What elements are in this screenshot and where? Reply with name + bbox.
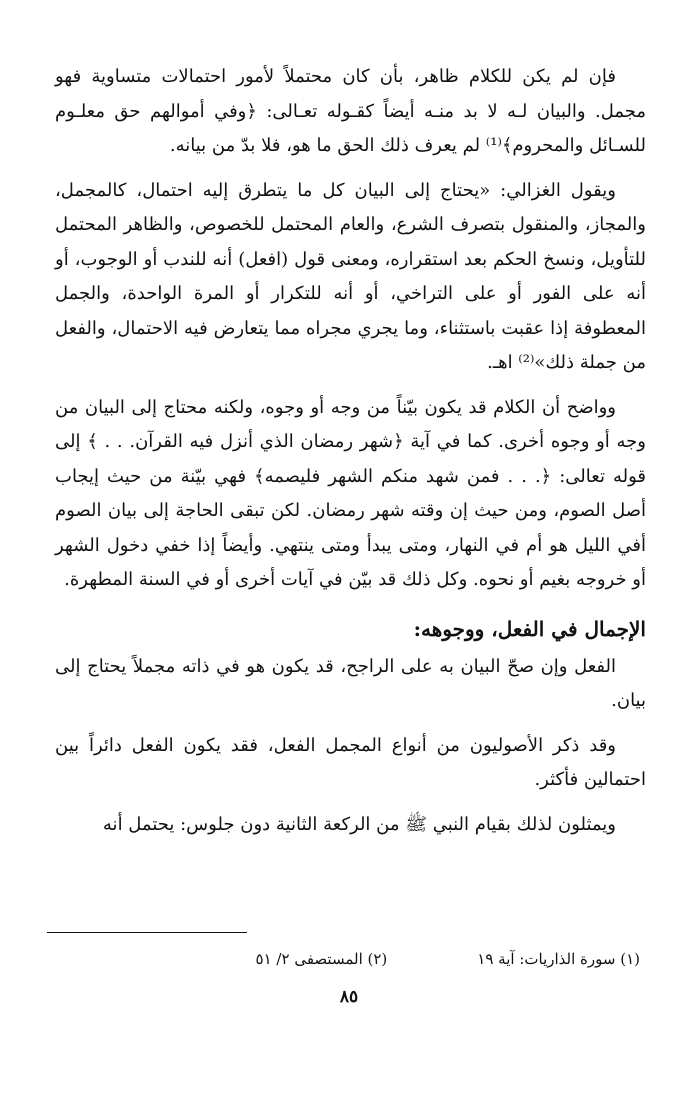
paragraph: وواضح أن الكلام قد يكون بيّناً من وجه أو وجوه، ولكنه محتاج إلى البيان من وجه أو وجوه أخرى. كما في آية ﴿شهر رمضان الذي أنزل فيه القرآن. . . ﴾ إلى قوله تعالى: ﴿. . . فمن شهد منكم الشهر فليصمه﴾ فهي بيّنة من حيث إيجاب أصل الصوم، ومن حيث إن وقته شهر رمضان. لكن تبقى الحاجة إلى بيان الصوم أفي الليل هو أم في النهار، ومتى يبدأ ومتى ينتهي. وأيضاً إذا خفي دخول الشهر أو خروجه بغيم أو نحوه. وكل ذلك قد بيّن في آيات أخرى أو في السنة المطهرة. xyxy=(55,396,646,590)
paragraph: ويقول الغزالي: «يحتاج إلى البيان كل ما يتطرق إليه احتمال، كالمجمل، والمجاز، والمنقول بتصرف الشرع، والعام المحتمل للخصوص، والظاهر المحتمل للتأويل، ونسخ الحكم بعد استقراره، ومعنى قول (افعل) أنه للندب أو الوجوب، أو أنه على الفور أو على التراخي، أو أنه للتكرار أو المرة الواحدة، والجمل المعطوفة إذا عقبت باستثناء، وما يجري مجراه مما يتعارض فيه الاحتمال، والفعل من جملة ذلك»⁽²⁾ اهـ. xyxy=(55,179,646,373)
paragraph: وقد ذكر الأصوليون من أنواع المجمل الفعل، فقد يكون الفعل دائراً بين احتمالين فأكثر. xyxy=(55,734,646,790)
paragraph: فإن لم يكن للكلام ظاهر، بأن كان محتملاً لأمور احتمالات متساوية فهو مجمل. والبيان لـه لا بد منـه أيضاً كقـوله تعـالى: ﴿وفي أموالهم حق معلـوم للسـائل والمحروم﴾⁽¹⁾ لم يعرف ذلك الحق ما هو، فلا بدّ من بيانه. xyxy=(55,66,646,156)
paragraph: الفعل وإن صحّ البيان به على الراجح، قد يكون هو في ذاته مجملاً يحتاج إلى بيان. xyxy=(55,655,646,711)
footnote: (٢) المستصفى ٢/ ٥١ xyxy=(255,950,388,968)
page-number: ٨٥ xyxy=(339,987,359,1007)
footnote-divider xyxy=(47,932,247,933)
main-text xyxy=(55,60,646,842)
section-heading: الإجمال في الفعل، ووجوهه: xyxy=(413,616,646,641)
footnotes xyxy=(256,947,640,971)
paragraph: ويمثلون لذلك بقيام النبي ﷺ من الركعة الثانية دون جلوس: يحتمل أنه xyxy=(102,813,616,835)
footnote: (١) سورة الذاريات: آية ١٩ xyxy=(477,950,640,968)
